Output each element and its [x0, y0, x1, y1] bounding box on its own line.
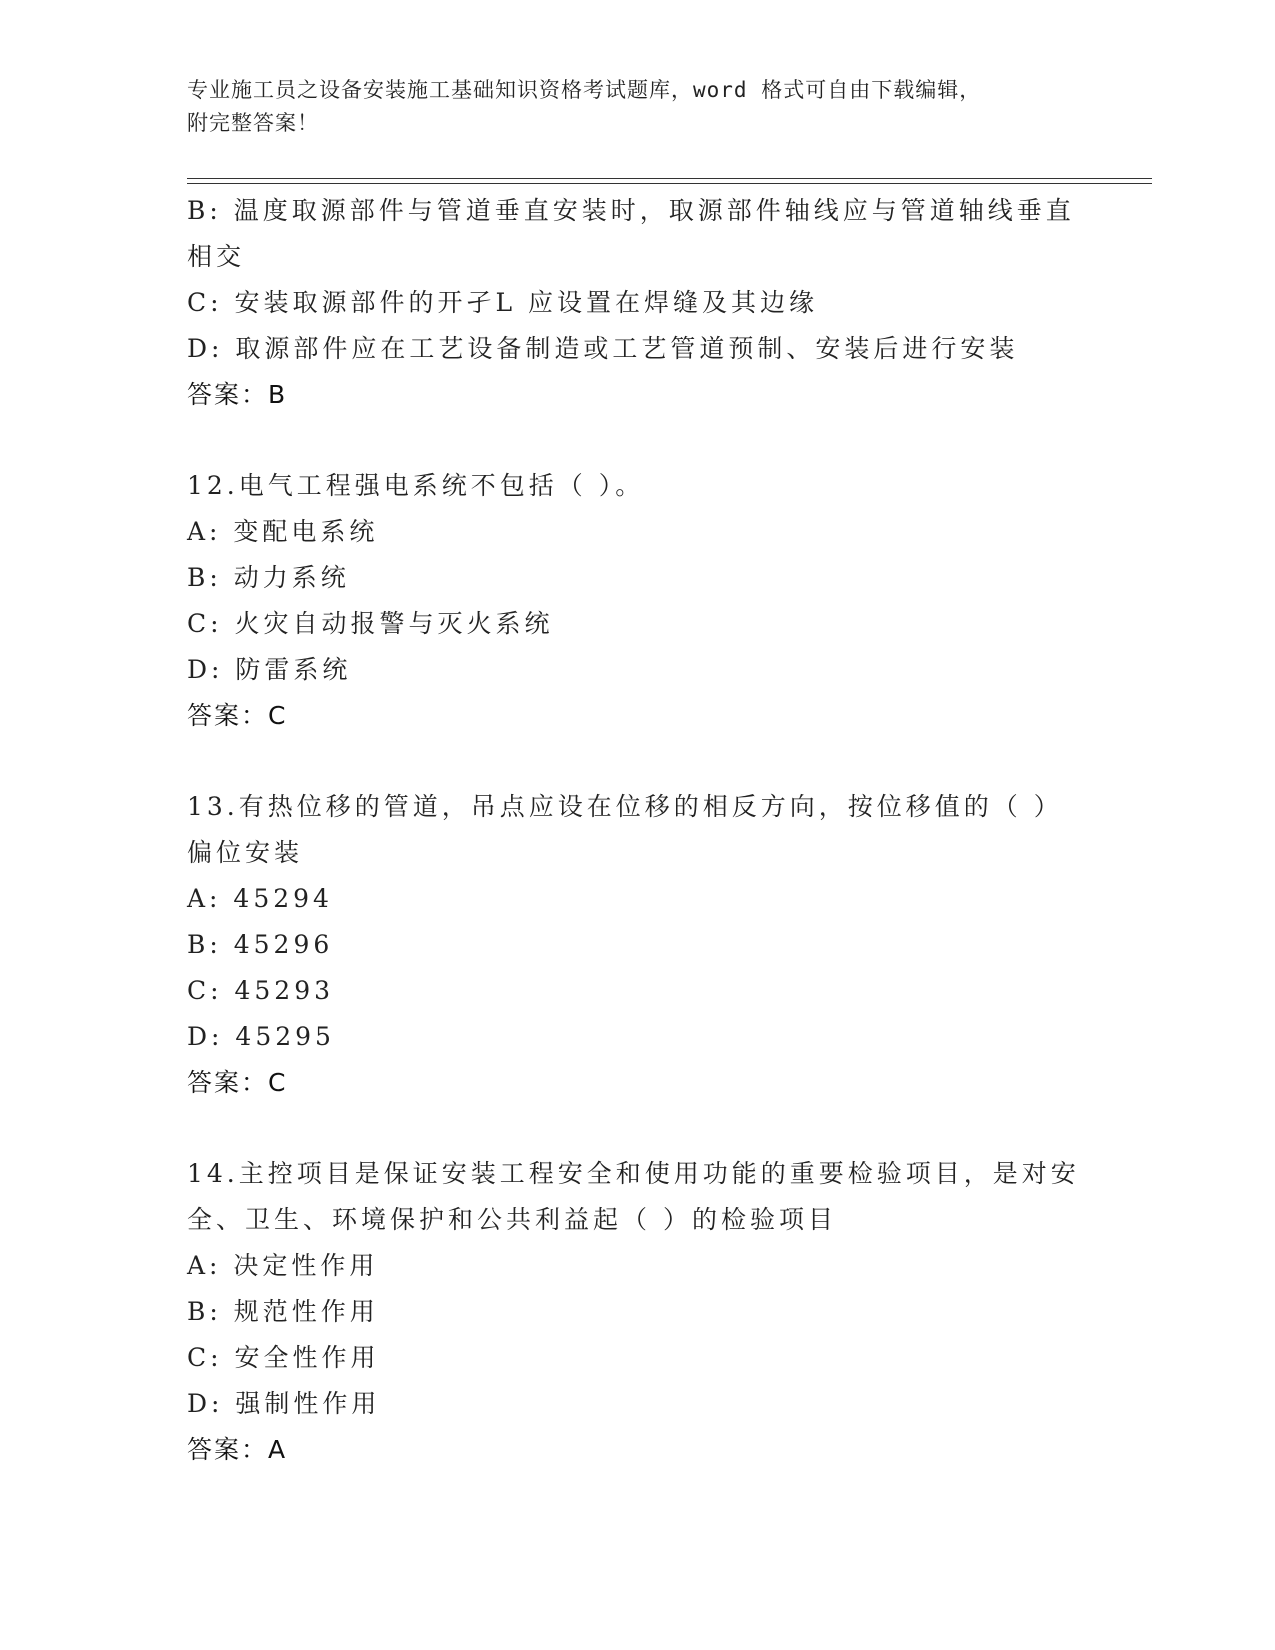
question-text-continued: 全、卫生、环境保护和公共利益起（ ）的检验项目 — [187, 1205, 837, 1234]
question-block-13 — [187, 784, 1087, 1106]
option-b: B: 45296 — [187, 930, 334, 959]
option-b: B: 温度取源部件与管道垂直安装时，取源部件轴线应与管道轴线垂直 — [187, 196, 1075, 225]
option-b: B: 规范性作用 — [187, 1297, 379, 1326]
document-header — [187, 74, 1087, 140]
option-d: D: 强制性作用 — [187, 1389, 381, 1418]
question-text: 12.电气工程强电系统不包括（ ）。 — [187, 471, 645, 500]
header-divider-top — [187, 178, 1152, 179]
question-text-continued: 偏位安装 — [187, 838, 304, 867]
option-c: C: 45293 — [187, 976, 335, 1005]
option-b-continued: 相交 — [187, 242, 246, 271]
question-block-14 — [187, 1151, 1087, 1473]
header-title-line-1: 专业施工员之设备安装施工基础知识资格考试题库，word 格式可自由下载编辑， — [187, 78, 982, 102]
option-c: C: 火灾自动报警与灭火系统 — [187, 609, 554, 638]
question-spacer — [187, 1106, 1087, 1151]
option-d: D: 取源部件应在工艺设备制造或工艺管道预制、安装后进行安装 — [187, 334, 1019, 363]
question-text: 13.有热位移的管道，吊点应设在位移的相反方向，按位移值的（ ） — [187, 792, 1063, 821]
option-d: D: 45295 — [187, 1022, 335, 1051]
question-block-11 — [187, 188, 1087, 418]
option-a: A: 变配电系统 — [187, 517, 379, 546]
answer-line: 答案：C — [187, 1068, 288, 1097]
option-a: A: 45294 — [187, 884, 333, 913]
option-a: A: 决定性作用 — [187, 1251, 379, 1280]
option-c: C: 安装取源部件的开孑L 应设置在焊缝及其边缘 — [187, 288, 819, 317]
header-title-line-2: 附完整答案！ — [187, 111, 319, 135]
option-b: B: 动力系统 — [187, 563, 350, 592]
header-divider-bottom — [187, 183, 1152, 184]
answer-line: 答案：B — [187, 380, 288, 409]
question-list — [187, 188, 1087, 1473]
answer-line: 答案：C — [187, 701, 288, 730]
question-spacer — [187, 418, 1087, 463]
question-text: 14.主控项目是保证安装工程安全和使用功能的重要检验项目，是对安 — [187, 1159, 1080, 1188]
question-block-12 — [187, 463, 1087, 739]
question-spacer — [187, 739, 1087, 784]
option-d: D: 防雷系统 — [187, 655, 352, 684]
option-c: C: 安全性作用 — [187, 1343, 380, 1372]
answer-line: 答案：A — [187, 1435, 288, 1464]
